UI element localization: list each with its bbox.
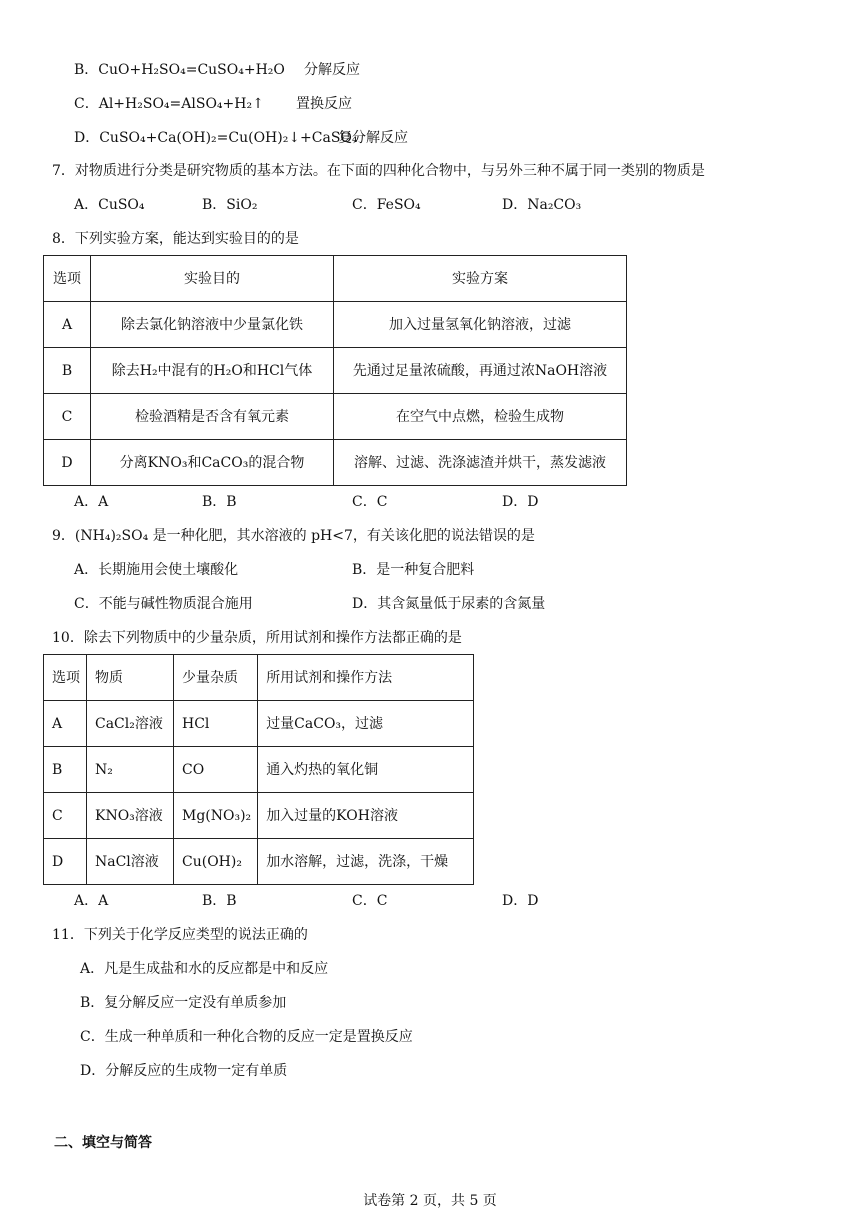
table-cell: B [44,348,91,394]
table-header-cell: 实验目的 [91,256,334,302]
option-6c: C．Al+H₂SO₄=AlSO₄+H₂↑ [74,96,264,112]
table-cell: CO [174,747,258,793]
option-9a: A．长期施用会使土壤酸化 [74,562,239,578]
table-cell: 加入过量氢氧化钠溶液，过滤 [334,302,627,348]
table-row [44,302,627,348]
question-8-table [43,255,627,486]
option-6d: D．CuSO₄+Ca(OH)₂=Cu(OH)₂↓+CaSO₄ [74,130,358,146]
table-header-cell: 选项 [44,256,91,302]
option-9c: C．不能与碱性物质混合施用 [74,596,253,612]
table-cell: 检验酒精是否含有氧元素 [91,394,334,440]
table-cell: 过量CaCO₃，过滤 [258,701,474,747]
table-cell: A [44,302,91,348]
table-row [44,839,474,885]
question-8-stem: 8．下列实验方案，能达到实验目的的是 [52,231,299,247]
table-cell: D [44,440,91,486]
table-cell: 溶解、过滤、洗涤滤渣并烘干，蒸发滤液 [334,440,627,486]
option-11d: D．分解反应的生成物一定有单质 [80,1063,288,1079]
table-cell: 除去H₂中混有的H₂O和HCl气体 [91,348,334,394]
table-cell: 加入过量的KOH溶液 [258,793,474,839]
option-8a: A．A [74,494,109,510]
page-footer: 试卷第 2 页，共 5 页 [363,1193,497,1209]
table-cell: A [44,701,87,747]
table-row [44,440,627,486]
table-header-cell: 物质 [87,655,174,701]
question-11-stem: 11．下列关于化学反应类型的说法正确的 [52,927,308,943]
table-cell: KNO₃溶液 [87,793,174,839]
option-9d: D．其含氮量低于尿素的含氮量 [352,596,546,612]
option-9b: B．是一种复合肥料 [352,562,475,578]
option-10d: D．D [502,893,539,909]
question-7-stem: 7．对物质进行分类是研究物质的基本方法。在下面的四种化合物中，与另外三种不属于同一类别的物质是 [52,163,705,179]
table-cell: C [44,394,91,440]
table-cell: 在空气中点燃，检验生成物 [334,394,627,440]
table-cell: HCl [174,701,258,747]
table-cell: 除去氯化钠溶液中少量氯化铁 [91,302,334,348]
option-6b-type: 分解反应 [304,62,360,78]
question-10-stem: 10．除去下列物质中的少量杂质，所用试剂和操作方法都正确的是 [52,630,462,646]
option-6c-type: 置换反应 [296,96,352,112]
table-row [44,701,474,747]
option-10c: C．C [352,893,388,909]
table-cell: NaCl溶液 [87,839,174,885]
table-cell: CaCl₂溶液 [87,701,174,747]
table-cell: C [44,793,87,839]
option-6d-type: 复分解反应 [338,130,408,146]
option-8c: C．C [352,494,388,510]
table-row [44,394,627,440]
table-header-row [44,256,627,302]
option-7d: D．Na₂CO₃ [502,197,582,213]
table-row [44,348,627,394]
option-7c: C．FeSO₄ [352,197,421,213]
table-cell: B [44,747,87,793]
table-cell: 分离KNO₃和CaCO₃的混合物 [91,440,334,486]
option-11c: C．生成一种单质和一种化合物的反应一定是置换反应 [80,1029,413,1045]
option-11b: B．复分解反应一定没有单质参加 [80,995,287,1011]
question-10-table [43,654,474,885]
option-11a: A．凡是生成盐和水的反应都是中和反应 [80,961,329,977]
option-10a: A．A [74,893,109,909]
section-title: 二、填空与简答 [54,1135,152,1151]
table-row [44,793,474,839]
table-cell: 加水溶解，过滤，洗涤，干燥 [258,839,474,885]
table-cell: D [44,839,87,885]
table-header-cell: 少量杂质 [174,655,258,701]
option-8d: D．D [502,494,539,510]
table-header-cell: 所用试剂和操作方法 [258,655,474,701]
option-10b: B．B [202,893,237,909]
option-8b: B．B [202,494,237,510]
table-header-row [44,655,474,701]
table-cell: 通入灼热的氧化铜 [258,747,474,793]
option-7a: A．CuSO₄ [74,197,145,213]
table-header-cell: 实验方案 [334,256,627,302]
table-cell: 先通过足量浓硫酸，再通过浓NaOH溶液 [334,348,627,394]
option-6b: B．CuO+H₂SO₄=CuSO₄+H₂O [74,62,285,78]
option-7b: B．SiO₂ [202,197,258,213]
table-cell: Cu(OH)₂ [174,839,258,885]
table-cell: N₂ [87,747,174,793]
table-row [44,747,474,793]
table-cell: Mg(NO₃)₂ [174,793,258,839]
question-9-stem: 9．(NH₄)₂SO₄ 是一种化肥，其水溶液的 pH<7，有关该化肥的说法错误的是 [52,528,535,544]
table-header-cell: 选项 [44,655,87,701]
